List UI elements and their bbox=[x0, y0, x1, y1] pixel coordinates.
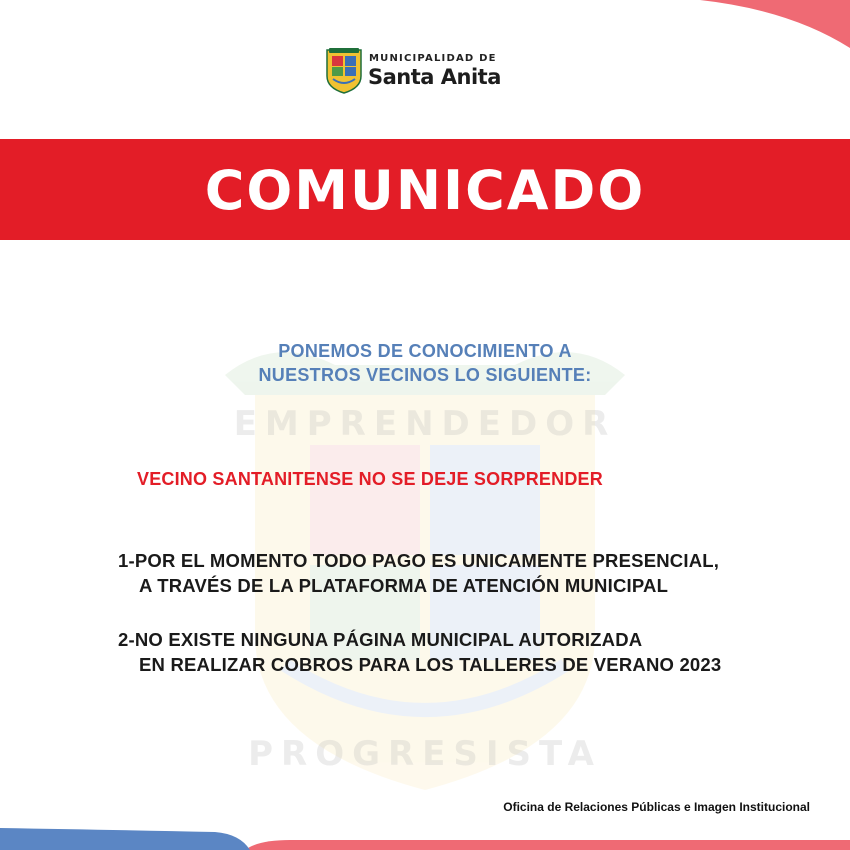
santa-anita-coat-of-arms-icon bbox=[325, 46, 363, 94]
notice-point-2-line-2: EN REALIZAR COBROS PARA LOS TALLERES DE VERANO 2023 bbox=[139, 654, 722, 675]
logo-line-municipalidad: MUNICIPALIDAD DE bbox=[369, 53, 497, 64]
footer-office-credit: Oficina de Relaciones Públicas e Imagen Institucional bbox=[503, 800, 810, 814]
notice-point-1-line-2: A TRAVÉS DE LA PLATAFORMA DE ATENCIÓN MUNICIPAL bbox=[139, 575, 669, 596]
intro-text bbox=[200, 339, 650, 387]
bottom-decoration bbox=[0, 810, 850, 850]
notice-point-1-line-1: 1-POR EL MOMENTO TODO PAGO ES UNICAMENTE PRESENCIAL, bbox=[118, 550, 720, 571]
notice-point-2 bbox=[118, 627, 818, 677]
banner-title: COMUNICADO bbox=[204, 159, 646, 222]
watermark-top-text: EMPRENDEDOR bbox=[233, 404, 617, 444]
intro-line-2: NUESTROS VECINOS LO SIGUIENTE: bbox=[258, 365, 592, 385]
top-right-corner-decoration bbox=[0, 0, 850, 60]
comunicado-banner bbox=[0, 139, 850, 240]
intro-line-1: PONEMOS DE CONOCIMIENTO A bbox=[278, 341, 572, 361]
watermark-bottom-text: PROGRESISTA bbox=[248, 734, 602, 774]
notice-point-1 bbox=[118, 548, 818, 598]
notice-point-2-line-1: 2-NO EXISTE NINGUNA PÁGINA MUNICIPAL AUTORIZADA bbox=[118, 629, 643, 650]
logo-line-santa-anita: Santa Anita bbox=[368, 65, 501, 89]
alert-text: VECINO SANTANITENSE NO SE DEJE SORPRENDER bbox=[137, 469, 603, 489]
